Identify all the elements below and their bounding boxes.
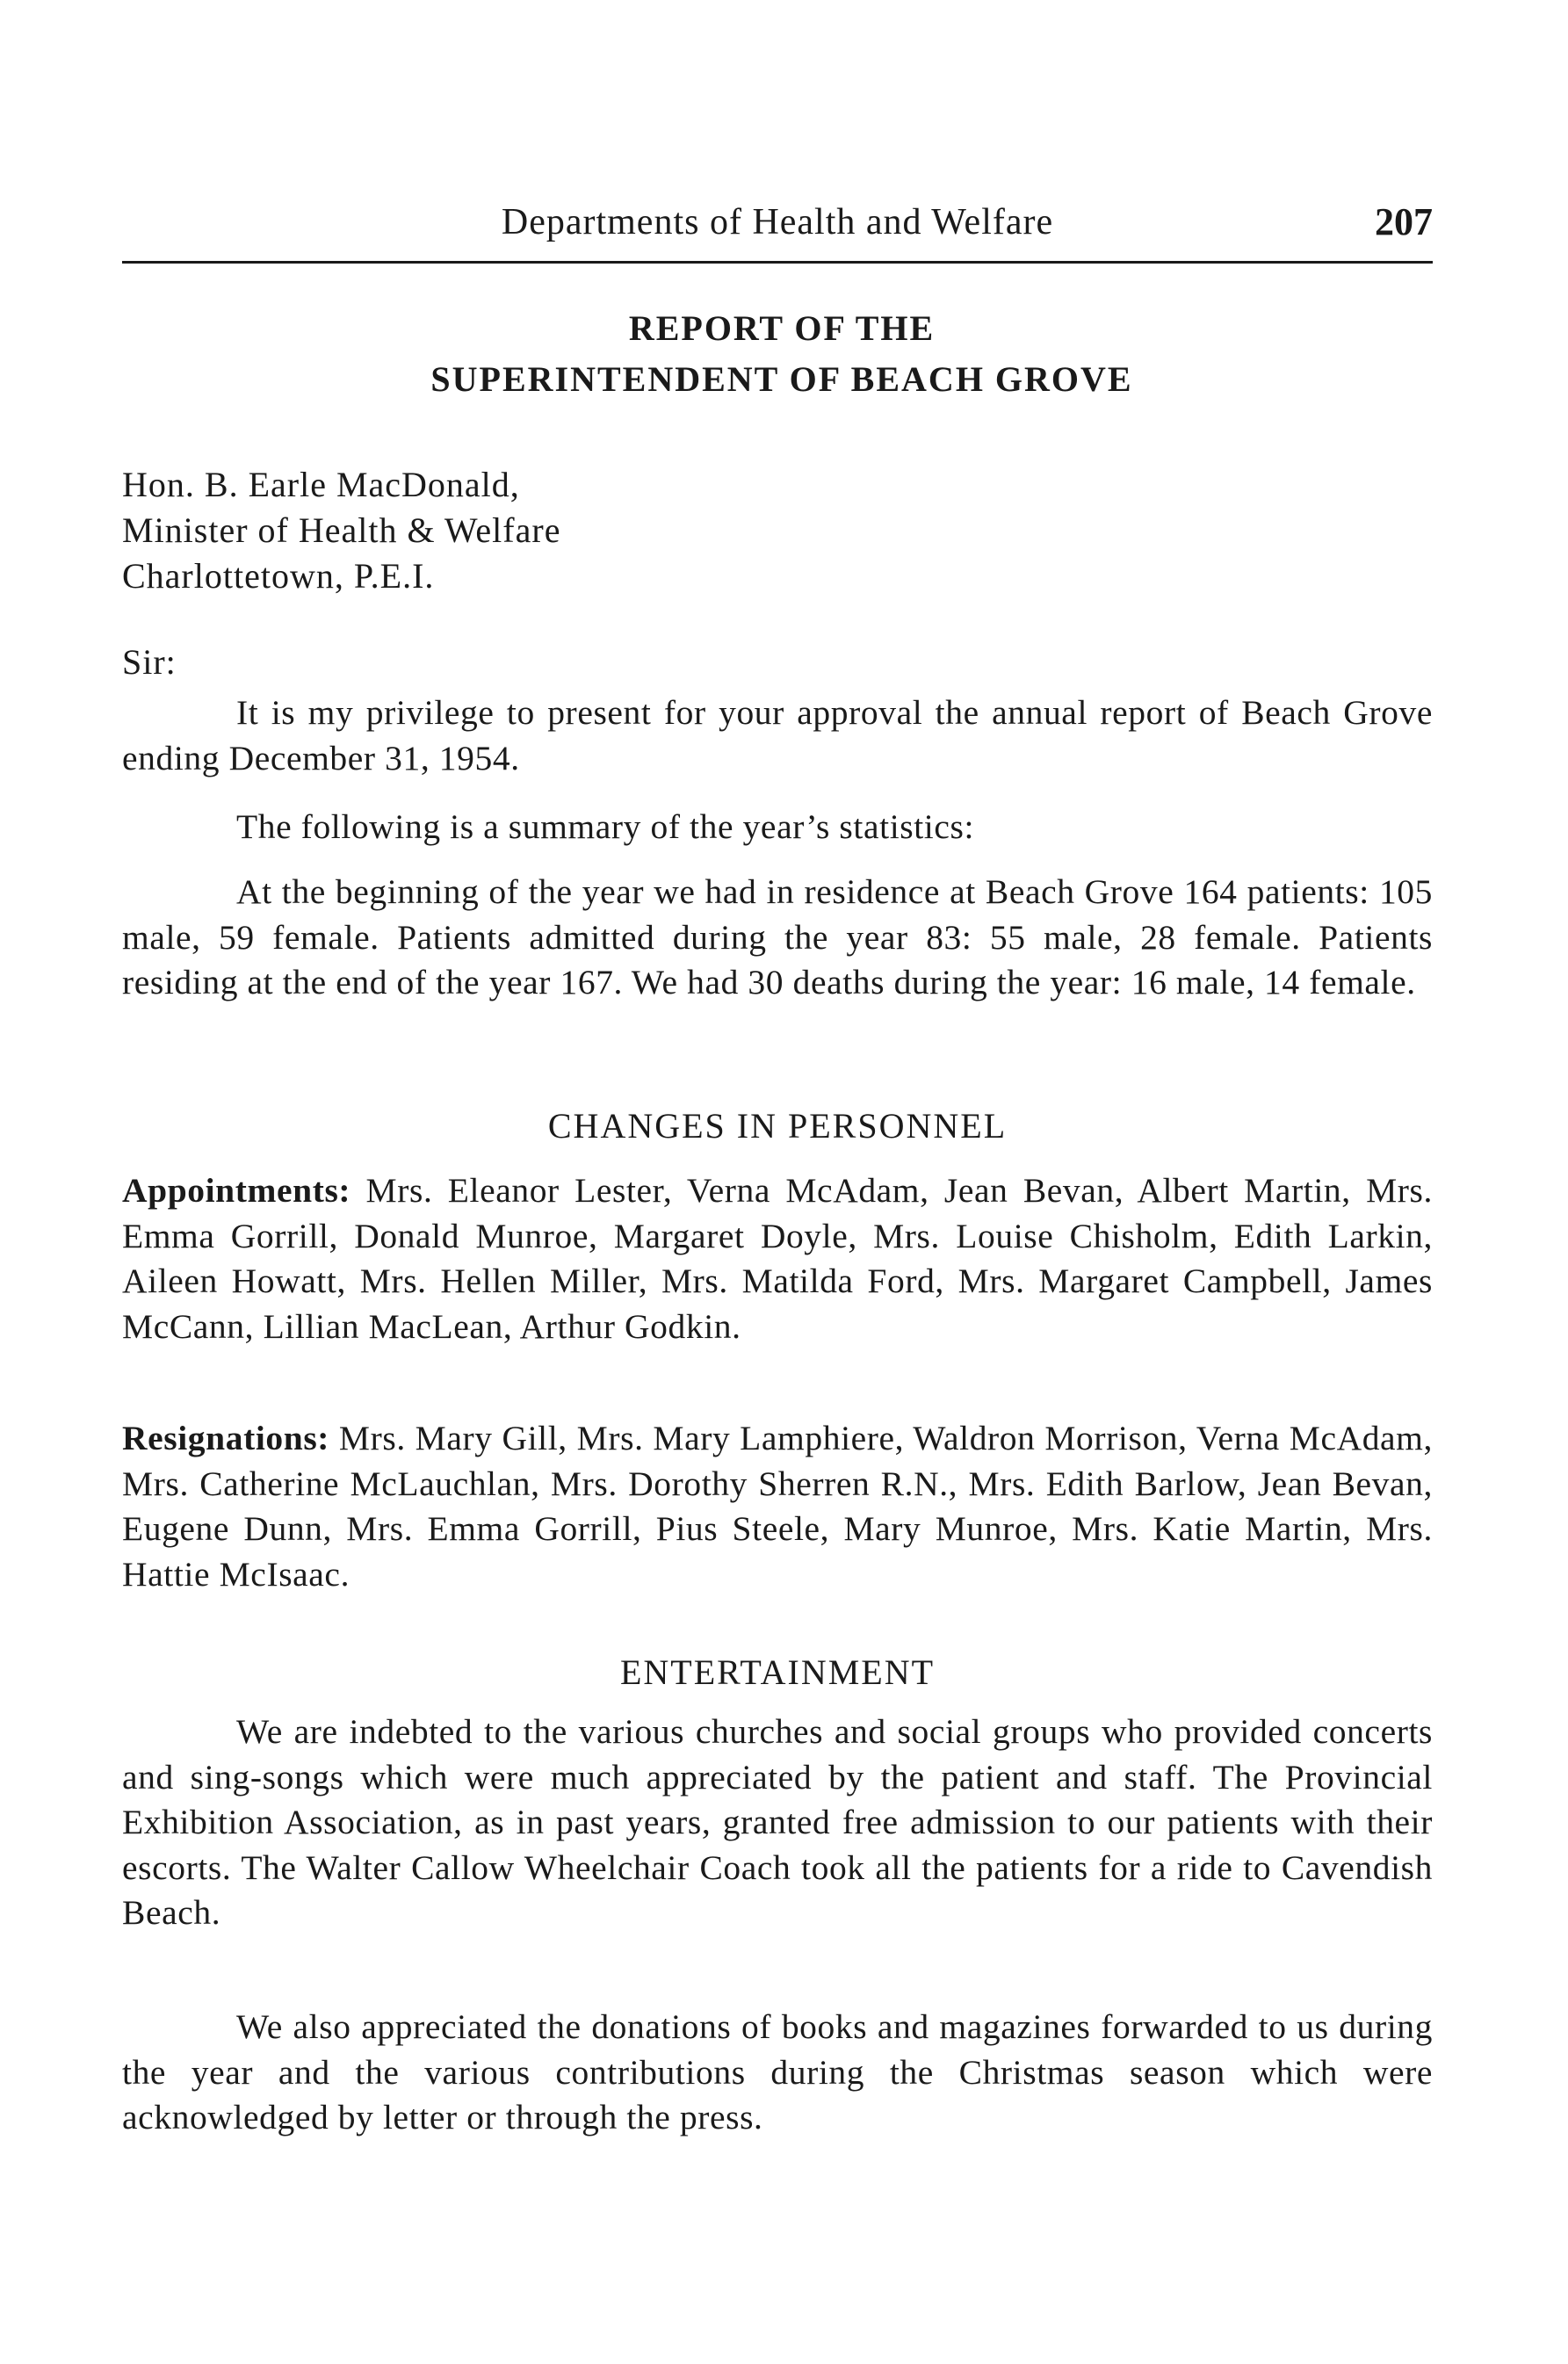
page-header: [122, 198, 1433, 264]
appointments-paragraph: [122, 1168, 1433, 1349]
statistics-paragraph: At the beginning of the year we had in residence at Beach Grove 164 patients: 105 male, 59 female. Patients admitted during the year 83: 55 male, 28 female. Patients residing at the end of the year 167. We had 30 deaths during the year: 16 male, 14 female.: [122, 872, 1433, 1001]
resignations-text: Mrs. Mary Gill, Mrs. Mary Lamphiere, Waldron Morrison, Verna McAdam, Mrs. Catherine McLauchlan, Mrs. Dorothy Sherren R.N., Mrs. Edith Barlow, Jean Bevan, Eugene Dunn, Mrs. Emma Gorrill, Pius Steele, Mary Munroe, Mrs. Katie Martin, Mrs. Hattie McIsaac.: [122, 1419, 1433, 1594]
page-number: 207: [1375, 200, 1433, 243]
entertainment-paragraph-2: We also appreciated the donations of books and magazines forwarded to us during the year and the various contributions during the Christmas season which were acknowledged by letter or through the press.: [122, 2007, 1433, 2136]
running-head: Departments of Health and Welfare: [501, 202, 1054, 242]
addressee-location: Charlottetown, P.E.I.: [122, 556, 435, 596]
addressee-title: Minister of Health & Welfare: [122, 510, 561, 550]
report-title-line-1: REPORT OF THE: [628, 308, 936, 348]
addressee-name: Hon. B. Earle MacDonald,: [122, 465, 520, 504]
resignations-label: Resignations:: [122, 1419, 330, 1457]
entertainment-heading: ENTERTAINMENT: [619, 1652, 936, 1692]
personnel-heading: CHANGES IN PERSONNEL: [547, 1106, 1008, 1146]
appointments-text: Mrs. Eleanor Lester, Verna McAdam, Jean Bevan, Albert Martin, Mrs. Emma Gorrill, Donald Munroe, Margaret Doyle, Mrs. Louise Chisholm, Edith Larkin, Aileen Howatt, Mrs. Hellen Miller, Mrs. Matilda Ford, Mrs. Margaret Campbell, James McCann, Lillian MacLean, Arthur Godkin.: [122, 1171, 1433, 1346]
appointments-label: Appointments:: [122, 1171, 351, 1210]
entertainment-paragraph-1: We are indebted to the various churches and social groups who provided concerts and sing-songs which were much appreciated by the patient and staff. The Provincial Exhibition Association, as in past years, granted free admission to our patients with their escorts. The Walter Callow Wheelchair Coach took all the patients for a ride to Cavendish Beach.: [122, 1712, 1433, 1932]
intro-paragraph: It is my privilege to present for your approval the annual report of Beach Grove ending December 31, 1954.: [122, 693, 1433, 777]
statistics-intro: The following is a summary of the year’s statistics:: [236, 807, 975, 846]
report-title-line-2: SUPERINTENDENT OF BEACH GROVE: [430, 359, 1133, 399]
resignations-paragraph: [122, 1416, 1433, 1597]
salutation: Sir:: [122, 642, 177, 682]
